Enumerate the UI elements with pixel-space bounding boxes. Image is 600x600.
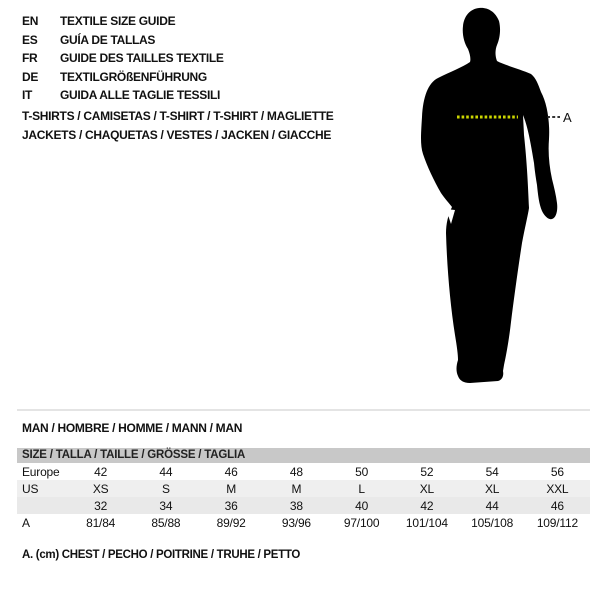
table-cell: 46 [550, 498, 564, 513]
measure-label-a: A [563, 110, 572, 125]
measurement-footnote: A. (cm) CHEST / PECHO / POITRINE / TRUHE / PETTO [22, 549, 301, 561]
language-code: DE [22, 69, 39, 84]
table-cell: 101/104 [405, 515, 448, 530]
table-cell: 81/84 [86, 515, 116, 530]
table-cell: 46 [224, 464, 238, 479]
table-cell: 44 [485, 498, 499, 513]
language-code: ES [22, 32, 38, 47]
measurement-figure [400, 5, 580, 400]
table-cell: L [358, 481, 365, 496]
table-cell: 93/96 [281, 515, 311, 530]
table-cell: 97/100 [343, 515, 380, 530]
size-table-header: SIZE / TALLA / TAILLE / GRÖSSE / TAGLIA [17, 448, 590, 463]
language-row-fr [22, 49, 224, 68]
man-silhouette-svg [400, 5, 580, 400]
row-label: Europe [22, 464, 60, 479]
table-cell: 85/88 [151, 515, 181, 530]
table-cell: XL [484, 481, 500, 496]
table-row-europe [17, 463, 590, 480]
section-title-man: MAN / HOMBRE / HOMME / MANN / MAN [22, 421, 243, 435]
table-cell: 56 [550, 464, 564, 479]
language-label: GUIDA ALLE TAGLIE TESSILI [60, 88, 221, 103]
table-cell: M [226, 481, 237, 496]
language-row-es [22, 31, 224, 50]
table-cell: 109/112 [536, 515, 578, 530]
category-line-tshirts: T-SHIRTS / CAMISETAS / T-SHIRT / T-SHIRT / MAGLIETTE [22, 109, 334, 123]
table-cell: 40 [355, 498, 369, 513]
table-cell: 54 [485, 464, 499, 479]
table-cell: 32 [94, 498, 108, 513]
row-label: US [22, 481, 39, 496]
language-code: FR [22, 51, 38, 66]
table-row-numeric [17, 497, 590, 514]
language-label: GUIDE DES TAILLES TEXTILE [60, 51, 224, 66]
table-cell: S [161, 481, 170, 496]
category-line-jackets: JACKETS / CHAQUETAS / VESTES / JACKEN / GIACCHE [22, 128, 332, 142]
language-row-en [22, 12, 224, 31]
table-cell: XS [92, 481, 109, 496]
language-row-it [22, 86, 224, 105]
table-cell: XL [419, 481, 435, 496]
table-cell: M [291, 481, 302, 496]
language-row-de [22, 68, 224, 87]
table-cell: 50 [355, 464, 369, 479]
table-row-us [17, 480, 590, 497]
row-label: A [22, 515, 30, 530]
table-cell: 89/92 [216, 515, 246, 530]
garment-categories [22, 107, 334, 145]
language-label: TEXTILE SIZE GUIDE [60, 14, 176, 29]
language-label: TEXTILGRÖßENFÜHRUNG [60, 69, 207, 84]
man-silhouette-shape [421, 8, 557, 383]
table-cell: 105/108 [471, 515, 514, 530]
table-cell: XXL [546, 481, 569, 496]
language-code: IT [22, 88, 33, 103]
table-cell: 38 [289, 498, 303, 513]
size-table [17, 448, 590, 531]
table-cell: 42 [94, 464, 108, 479]
table-cell: 34 [159, 498, 173, 513]
language-label: GUÍA DE TALLAS [60, 32, 156, 47]
table-cell: 52 [420, 464, 434, 479]
table-cell: 36 [224, 498, 238, 513]
table-row-chest-a [17, 514, 590, 531]
table-cell: 48 [289, 464, 303, 479]
divider-line [17, 409, 590, 411]
table-cell: 44 [159, 464, 173, 479]
language-code: EN [22, 14, 39, 29]
language-guide-list [22, 12, 224, 105]
table-cell: 42 [420, 498, 434, 513]
